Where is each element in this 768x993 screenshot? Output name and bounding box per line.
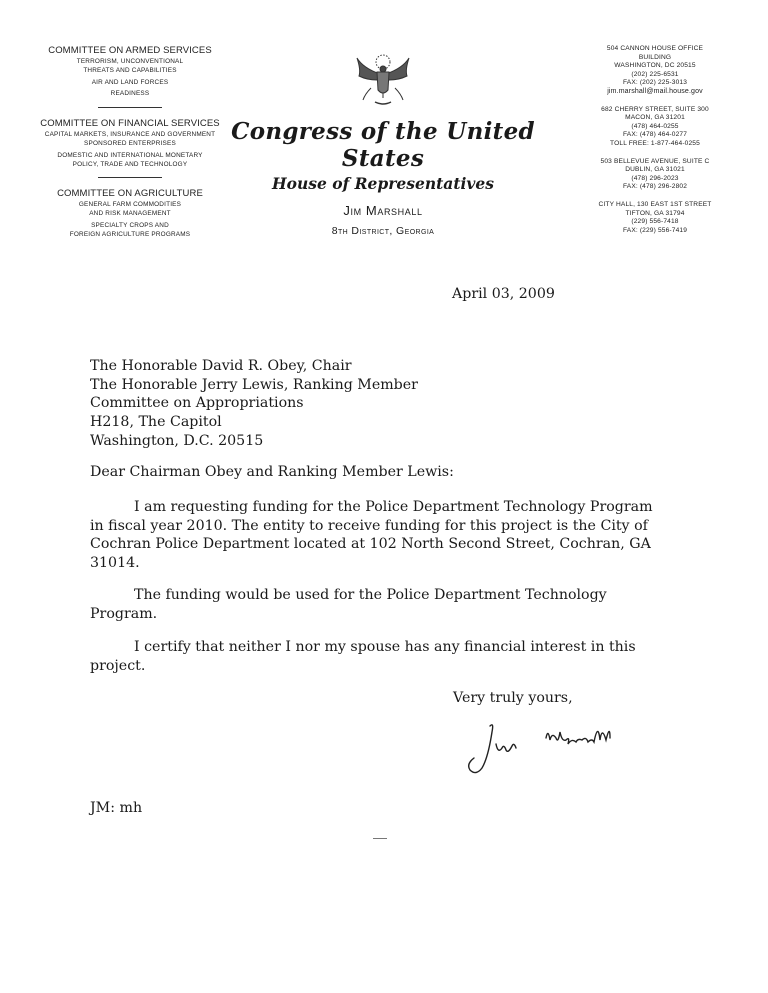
office-macon: [590, 106, 720, 149]
member-name: Jim Marshall: [343, 203, 423, 218]
committee-armed-services: [30, 45, 230, 99]
office-line: DUBLIN, GA 31021: [625, 166, 685, 174]
subcommittee-name: POLICY, TRADE AND TECHNOLOGY: [72, 160, 188, 168]
divider: [98, 177, 162, 178]
subcommittee-name: TERRORISM, UNCONVENTIONAL: [76, 58, 184, 65]
divider: [98, 107, 162, 108]
office-line: 504 CANNON HOUSE OFFICE BUILDING: [606, 45, 704, 61]
office-line: TIFTON, GA 31794: [625, 209, 685, 217]
body-paragraph: The funding would be used for the Police Department Technology Program.: [90, 587, 607, 622]
office-tifton: [590, 201, 720, 235]
address-line: Committee on Appropriations: [90, 395, 304, 412]
letterhead: [228, 50, 538, 237]
house-title: House of Representatives: [272, 174, 494, 193]
subcommittee-name: SPECIALTY CROPS AND: [91, 221, 169, 229]
subcommittee-name: SPONSORED ENTERPRISES: [84, 139, 176, 147]
committee-agriculture: [30, 188, 230, 239]
office-line: FAX: (478) 296-2802: [622, 183, 688, 191]
address-line: The Honorable David R. Obey, Chair: [90, 358, 352, 374]
subcommittee-name: DOMESTIC AND INTERNATIONAL MONETARY: [57, 151, 203, 159]
office-line: FAX: (202) 225-3013: [622, 79, 688, 87]
subcommittee-name: GENERAL FARM COMMODITIES: [78, 201, 182, 209]
eagle-seal-icon: [353, 50, 413, 110]
address-line: The Honorable Jerry Lewis, Ranking Member: [90, 376, 418, 393]
recipient-address: [90, 357, 670, 451]
committee-title: COMMITTEE ON AGRICULTURE: [57, 188, 203, 200]
office-list: [590, 45, 720, 244]
subcommittee-name: THREATS AND CAPABILITIES: [83, 66, 177, 74]
subcommittee-name: READINESS: [110, 90, 150, 98]
office-line: (478) 296-2023: [631, 174, 679, 182]
office-line: 503 BELLEVUE AVENUE, SUITE C: [600, 157, 710, 165]
subcommittee-name: CAPITAL MARKETS, INSURANCE AND GOVERNMENT: [44, 131, 216, 139]
subcommittee-name: AIR AND LAND FORCES: [91, 78, 169, 86]
office-line: MACON, GA 31201: [625, 114, 685, 122]
office-line: (229) 556-7418: [631, 218, 679, 226]
office-line: FAX: (229) 556-7419: [622, 226, 688, 234]
committee-list: [30, 45, 230, 244]
office-line: (202) 225-6531: [631, 70, 679, 78]
committee-title: COMMITTEE ON FINANCIAL SERVICES: [40, 118, 220, 130]
office-line: WASHINGTON, DC 20515: [614, 62, 696, 70]
committee-financial-services: [30, 118, 230, 169]
typist-initials: JM: mh: [90, 800, 143, 816]
office-line: (478) 464-0255: [631, 122, 679, 130]
letter-date: April 03, 2009: [452, 286, 555, 302]
salutation: Dear Chairman Obey and Ranking Member Lewis:: [90, 464, 454, 480]
body-paragraph: I certify that neither I nor my spouse has any financial interest in this project.: [90, 639, 636, 674]
email-address: jim.marshall@mail.house.gov: [607, 87, 703, 95]
closing: Very truly yours,: [453, 690, 573, 706]
committee-title: COMMITTEE ON ARMED SERVICES: [48, 45, 212, 56]
office-washington: [590, 45, 720, 97]
body-paragraph: I am requesting funding for the Police Department Technology Program in fiscal year 2010. The entity to receive funding for this project is the City of Cochran Police Department located at 102 North Second Street, Cochran, GA 31014.: [90, 499, 653, 571]
congress-title: Congress of the United States: [231, 118, 535, 172]
office-line: 682 CHERRY STREET, SUITE 300: [601, 105, 709, 113]
office-dublin: [590, 158, 720, 192]
subcommittee-name: AND RISK MANAGEMENT: [89, 210, 171, 218]
district-label: 8th District, Georgia: [331, 225, 435, 237]
scan-mark: [373, 838, 387, 839]
office-line: FAX: (478) 464-0277: [622, 131, 688, 139]
office-line: TOLL FREE: 1-877-464-0255: [610, 139, 700, 147]
address-line: H218, The Capitol: [90, 414, 222, 431]
address-line: Washington, D.C. 20515: [90, 432, 264, 449]
signature: [460, 718, 660, 778]
subcommittee-name: FOREIGN AGRICULTURE PROGRAMS: [69, 230, 191, 238]
office-line: CITY HALL, 130 EAST 1ST STREET: [598, 200, 712, 208]
